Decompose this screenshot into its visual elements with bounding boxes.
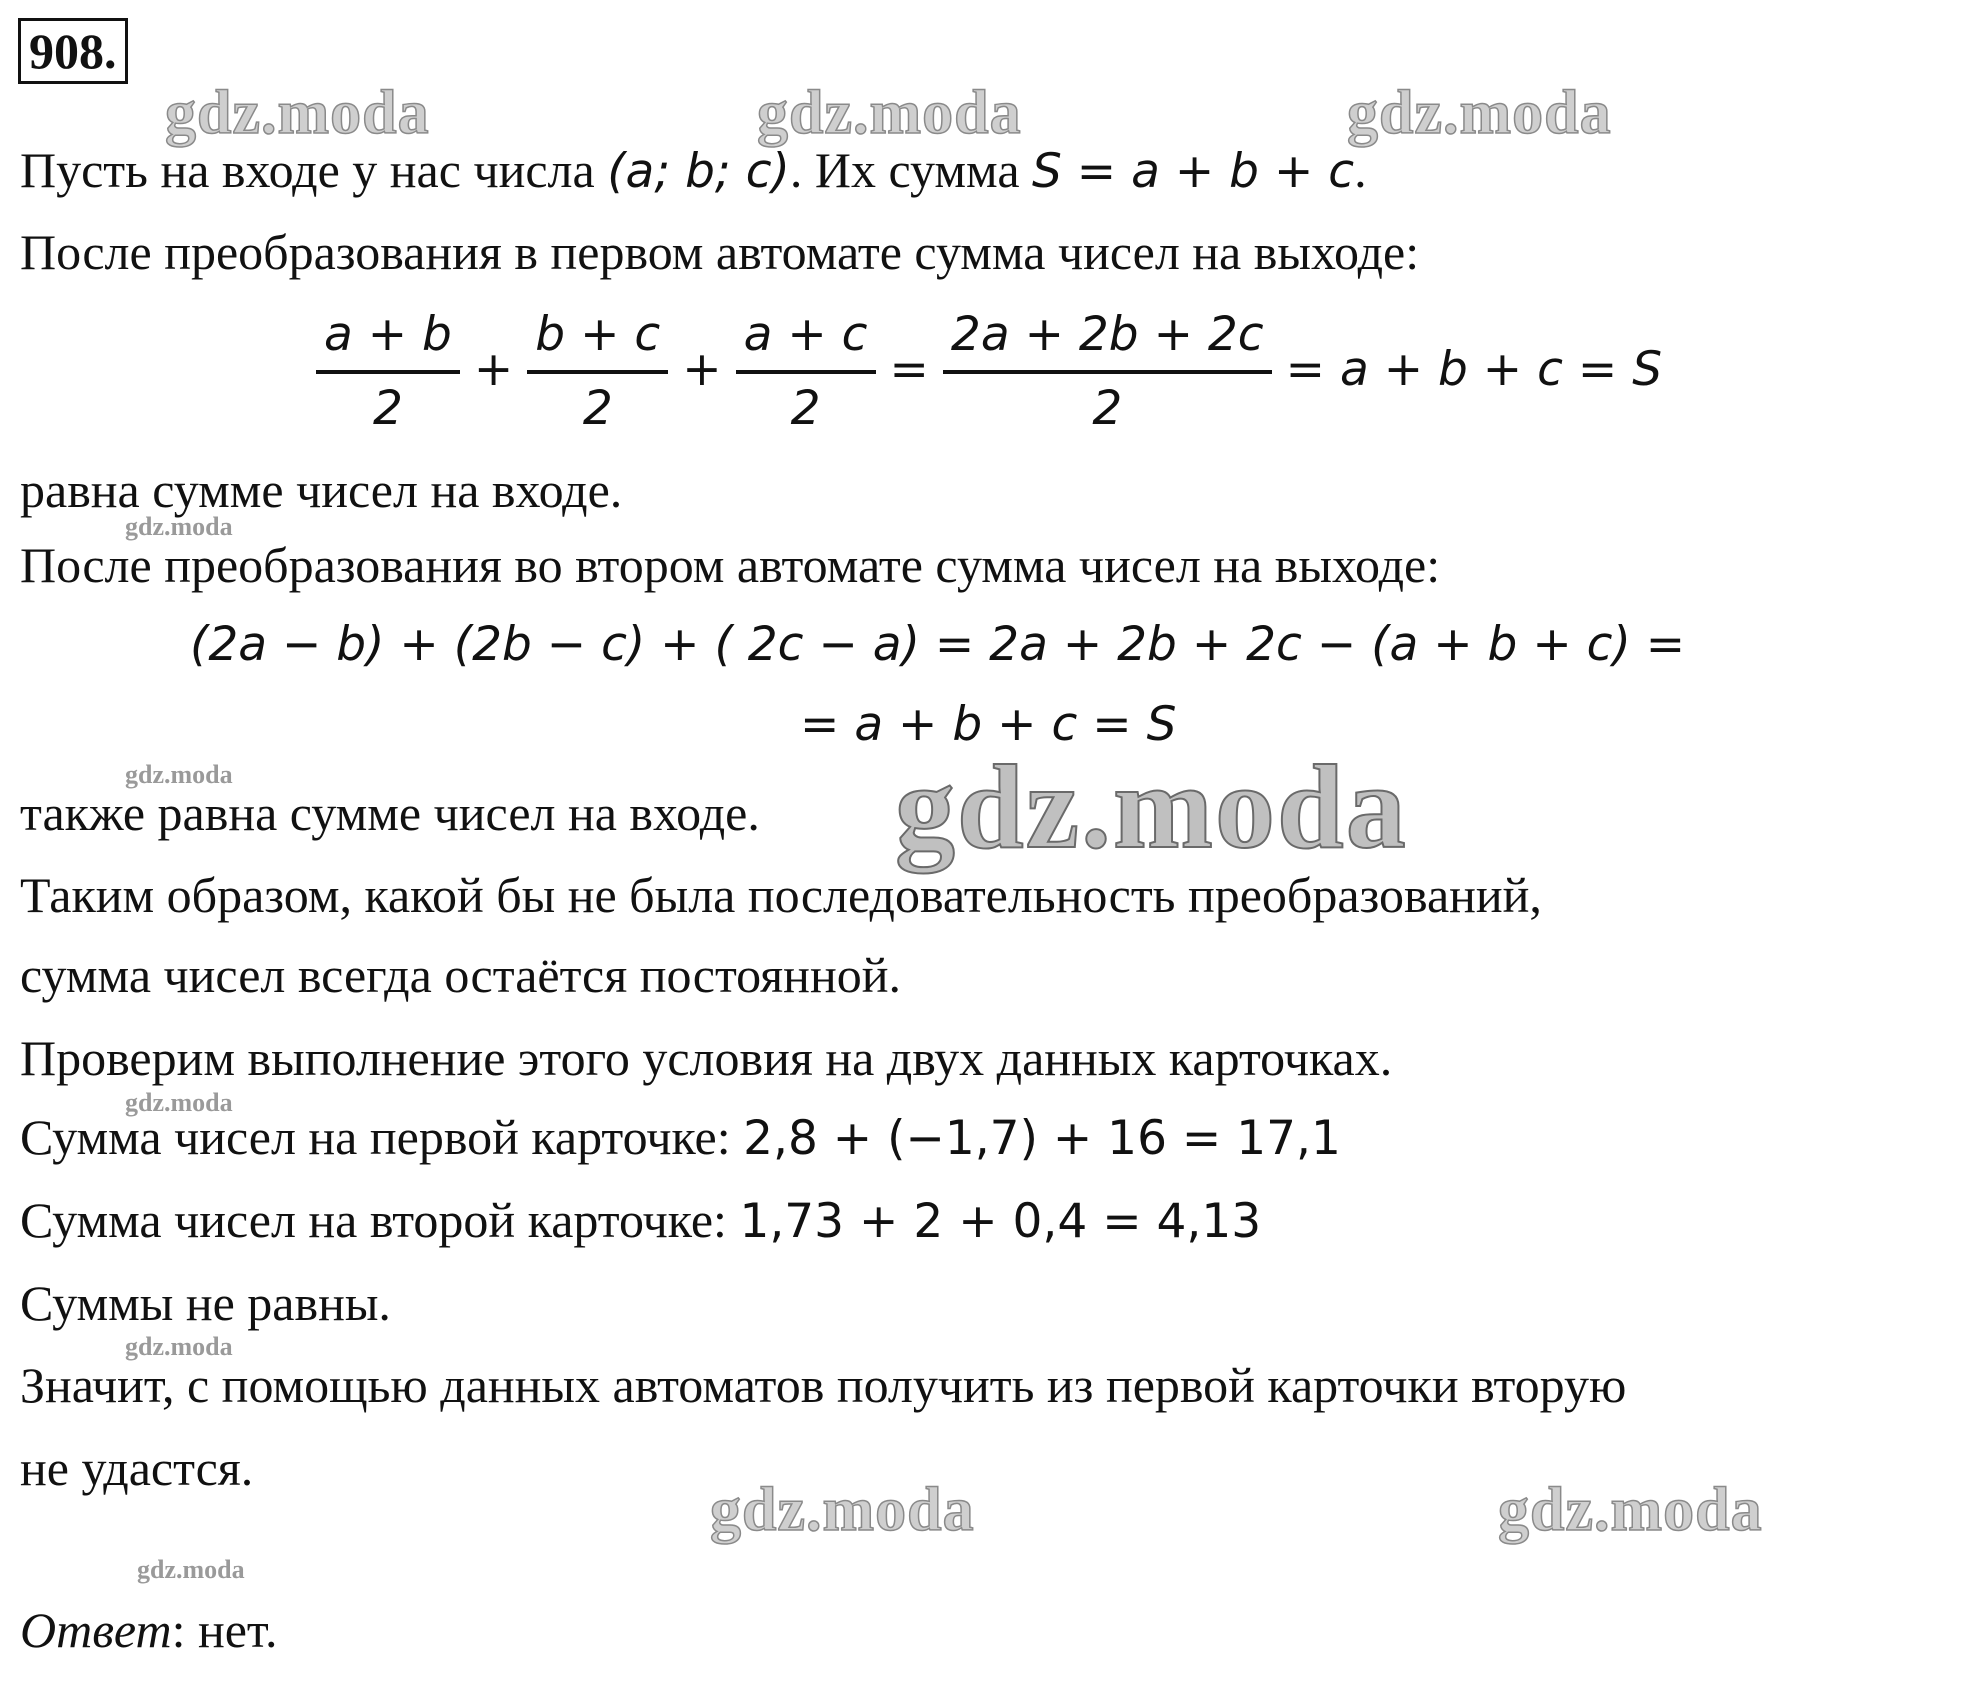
first-machine-conclusion: равна сумме чисел на входе. <box>20 462 623 518</box>
invariant-statement-cont: сумма чисел всегда остаётся постоянной. <box>20 947 901 1003</box>
fraction-numerator: b + c <box>535 307 661 362</box>
fraction <box>736 300 876 444</box>
intro-text-end: . <box>1354 142 1367 198</box>
fraction-denominator: 2 <box>316 370 460 444</box>
watermark-logo-small: gdz.moda <box>125 1332 233 1361</box>
watermark-logo-small: gdz.moda <box>125 760 233 789</box>
fraction-denominator: 2 <box>527 370 668 444</box>
watermark-logo: gdz.moda <box>1498 1476 1763 1544</box>
fraction-denominator: 2 <box>736 370 876 444</box>
intro-text-mid: . Их сумма <box>789 142 1033 198</box>
watermark-logo-small: gdz.moda <box>125 512 233 541</box>
second-machine-formula-line2: = a + b + c = S <box>800 697 1177 752</box>
formula-result: = a + b + c = S <box>1285 341 1663 397</box>
sum-definition: S = a + b + c <box>1032 144 1355 199</box>
input-tuple: (a; b; c) <box>607 144 790 199</box>
plus-sign: + <box>473 341 514 397</box>
watermark-logo: gdz.moda <box>1347 79 1612 147</box>
intro-text: Пусть на входе у нас числа <box>20 142 608 198</box>
problem-number: 908. <box>18 18 128 84</box>
watermark-logo-small: gdz.moda <box>125 1088 233 1117</box>
second-machine-conclusion: также равна сумме чисел на входе. <box>20 785 760 841</box>
second-machine-formula-line1: (2a − b) + (2b − c) + ( 2c − a) = 2a + 2b + 2c − (a + b + c) = <box>190 617 1686 672</box>
answer-colon: : <box>171 1602 186 1658</box>
fraction-numerator: a + b <box>324 307 452 362</box>
conclusion-line-cont: не удастся. <box>20 1440 254 1496</box>
intro-line <box>20 140 1367 202</box>
fraction-numerator: 2a + 2b + 2c <box>950 307 1264 362</box>
second-card-sum <box>20 1190 1261 1252</box>
invariant-statement: Таким образом, какой бы не была последовательность преобразований, <box>20 867 1542 923</box>
answer-value: нет. <box>185 1602 278 1658</box>
second-machine-heading: После преобразования во втором автомате сумма чисел на выходе: <box>20 537 1441 593</box>
watermark-logo-large: gdz.moda <box>895 740 1408 873</box>
second-card-label: Сумма чисел на второй карточке: <box>20 1192 740 1248</box>
fraction-numerator: a + c <box>743 307 868 362</box>
watermark-logo: gdz.moda <box>710 1476 975 1544</box>
answer <box>20 1600 278 1660</box>
conclusion-line: Значит, с помощью данных автоматов получить из первой карточки вторую <box>20 1357 1627 1413</box>
second-card-expression: 1,73 + 2 + 0,4 = 4,13 <box>739 1194 1262 1249</box>
fraction <box>943 300 1272 444</box>
fraction <box>527 300 668 444</box>
first-machine-heading: После преобразования в первом автомате сумма чисел на выходе: <box>20 224 1420 280</box>
watermark-logo: gdz.moda <box>757 79 1022 147</box>
watermark-logo-small: gdz.moda <box>137 1555 245 1584</box>
sums-not-equal: Суммы не равны. <box>20 1275 391 1331</box>
first-machine-formula <box>310 300 1670 444</box>
check-intro: Проверим выполнение этого условия на двух данных карточках. <box>20 1030 1393 1086</box>
answer-label: Ответ <box>20 1602 172 1658</box>
first-card-sum <box>20 1107 1341 1169</box>
watermark-logo: gdz.moda <box>165 79 430 147</box>
first-card-label: Сумма чисел на первой карточке: <box>20 1109 744 1165</box>
fraction <box>316 300 460 444</box>
plus-sign: + <box>682 341 722 397</box>
first-card-expression: 2,8 + (−1,7) + 16 = 17,1 <box>743 1111 1341 1166</box>
equals-sign: = <box>889 341 929 397</box>
fraction-denominator: 2 <box>943 370 1272 444</box>
